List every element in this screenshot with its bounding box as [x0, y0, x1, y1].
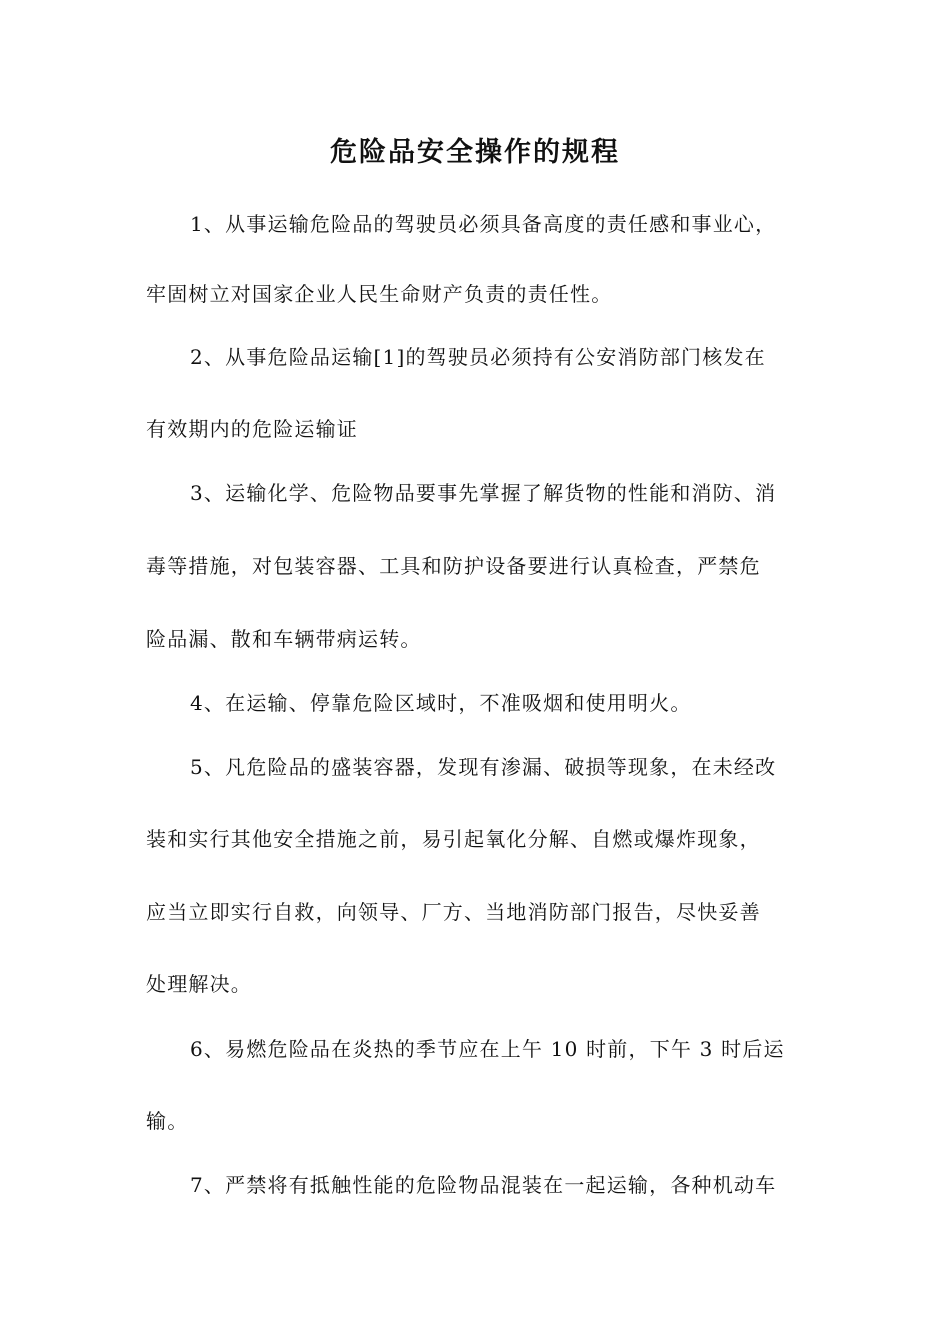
paragraph-1-line-2: 牢固树立对国家企业人民生命财产负责的责任性。 — [146, 282, 613, 306]
paragraph-5-line-4: 处理解决。 — [146, 972, 252, 996]
paragraph-5-line-1: 5、凡危险品的盛装容器，发现有渗漏、破损等现象，在未经改 — [190, 755, 777, 779]
document-title: 危险品安全操作的规程 — [330, 137, 620, 168]
paragraph-2-line-1: 2、从事危险品运输[1]的驾驶员必须持有公安消防部门核发在 — [190, 345, 766, 369]
paragraph-7-line-1: 7、严禁将有抵触性能的危险物品混装在一起运输，各种机动车 — [190, 1173, 777, 1197]
paragraph-6-line-1: 6、易燃危险品在炎热的季节应在上午 10 时前，下午 3 时后运 — [190, 1037, 785, 1061]
paragraph-1-line-1: 1、从事运输危险品的驾驶员必须具备高度的责任感和事业心， — [190, 212, 777, 236]
paragraph-3-line-1: 3、运输化学、危险物品要事先掌握了解货物的性能和消防、消 — [190, 481, 777, 505]
paragraph-2-line-2: 有效期内的危险运输证 — [146, 417, 358, 441]
paragraph-5-line-3: 应当立即实行自救，向领导、厂方、当地消防部门报告，尽快妥善 — [146, 900, 761, 924]
paragraph-5-line-2: 装和实行其他安全措施之前，易引起氧化分解、自燃或爆炸现象， — [146, 827, 761, 851]
paragraph-6-line-2: 输。 — [146, 1109, 189, 1133]
paragraph-3-line-3: 险品漏、散和车辆带病运转。 — [146, 627, 422, 651]
paragraph-4-line-1: 4、在运输、停靠危险区域时，不准吸烟和使用明火。 — [190, 691, 692, 715]
paragraph-3-line-2: 毒等措施，对包装容器、工具和防护设备要进行认真检查，严禁危 — [146, 554, 761, 578]
